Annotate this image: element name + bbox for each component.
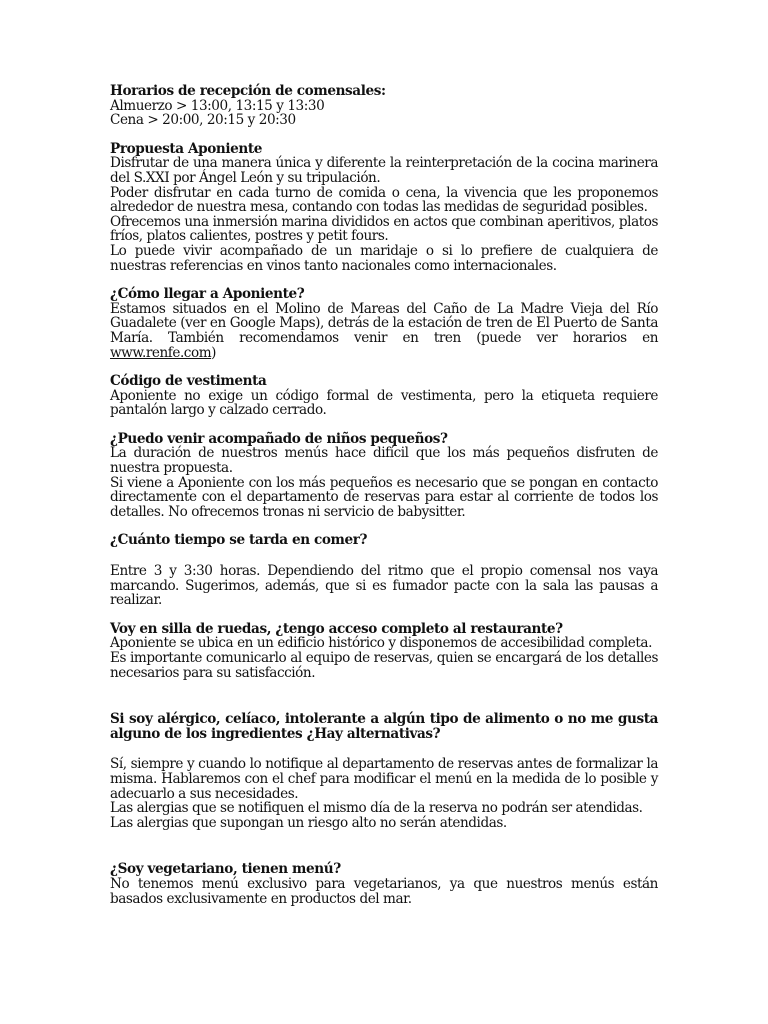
document-body	[110, 84, 658, 906]
proposal-paragraph-1: Disfrutar de una manera única y diferente la reinterpretación de la cocina marinera del S.XXI por Ángel León y su tripulación.	[110, 155, 658, 186]
children-paragraph-1: La duración de nuestros menús hace difícil que los más pequeños disfruten de nuestra propuesta.	[110, 445, 658, 477]
allergies-paragraph-2: Las alergias que se notifiquen el mismo día de la reserva no podrán ser atendidas.	[110, 800, 643, 817]
children-paragraph-2: Si viene a Aponiente con los más pequeños es necesario que se pongan en contacto directamente con el departamento de reservas para estar al corriente de todos los detalles. No ofrecemos tronas ni servicio de babysitter.	[110, 474, 658, 520]
children-section	[110, 432, 658, 520]
proposal-paragraph-4: Lo puede vivir acompañado de un maridaje o si lo prefiere de cualquiera de nuestras referencias en vinos tanto nacionales como internacionales.	[110, 242, 658, 274]
proposal-paragraph-3: Ofrecemos una inmersión marina divididos en actos que combinan aperitivos, platos fríos, platos calientes, postres y petit fours.	[110, 213, 658, 245]
reception-section	[110, 84, 658, 128]
duration-heading: ¿Cuánto tiempo se tarda en comer?	[110, 532, 368, 549]
allergies-paragraph-1: Sí, siempre y cuando lo notifique al departamento de reservas antes de formalizar la misma. Hablaremos con el chef para modificar el menú en la medida de lo posible y adecuarlo a sus necesidades.	[110, 756, 658, 802]
children-heading: ¿Puedo venir acompañado de niños pequeños?	[110, 430, 448, 447]
dress-section	[110, 374, 658, 418]
wheelchair-heading: Voy en silla de ruedas, ¿tengo acceso completo al restaurante?	[110, 620, 563, 637]
allergies-paragraph-3: Las alergias que supongan un riesgo alto no serán atendidas.	[110, 814, 507, 831]
arrival-text-end: )	[211, 344, 217, 361]
vegetarian-heading: ¿Soy vegetariano, tienen menú?	[110, 861, 341, 878]
dress-paragraph: Aponiente no exige un código formal de vestimenta, pero la etiqueta requiere pantalón largo y calzado cerrado.	[110, 387, 658, 419]
duration-section	[110, 533, 658, 607]
renfe-link[interactable]: www.renfe.com	[110, 344, 212, 361]
vegetarian-section	[110, 862, 658, 906]
wheelchair-section	[110, 622, 658, 680]
allergies-section	[110, 712, 658, 830]
reception-heading: Horarios de recepción de comensales:	[110, 83, 386, 99]
proposal-paragraph-2: Poder disfrutar en cada turno de comida o cena, la vivencia que les proponemos alrededor de nuestra mesa, contando con todas las medidas de seguridad posibles.	[110, 184, 658, 216]
dinner-times: Cena > 20:00, 20:15 y 20:30	[110, 112, 296, 129]
arrival-text: Estamos situados en el Molino de Mareas del Caño de La Madre Vieja del Río Guadalete (ver en Google Maps), detrás de la estación de tren de El Puerto de Santa María. También recomendamos venir en tren (puede ver horarios en	[110, 300, 658, 346]
arrival-heading: ¿Cómo llegar a Aponiente?	[110, 286, 305, 303]
duration-paragraph: Entre 3 y 3:30 horas. Dependiendo del ritmo que el propio comensal nos vaya marcando. Sugerimos, además, que si es fumador pacte con la sala las pausas a realizar.	[110, 563, 658, 609]
arrival-paragraph	[110, 302, 658, 360]
vegetarian-paragraph: No tenemos menú exclusivo para vegetarianos, ya que nuestros menús están basados exclusivamente en productos del mar.	[110, 875, 658, 907]
proposal-section	[110, 142, 658, 273]
arrival-section	[110, 287, 658, 360]
wheelchair-paragraph-1: Aponiente se ubica en un edificio histórico y disponemos de accesibilidad completa.	[110, 635, 652, 652]
lunch-times: Almuerzo > 13:00, 13:15 y 13:30	[110, 97, 325, 114]
proposal-heading: Propuesta Aponiente	[110, 140, 262, 157]
allergies-heading: Si soy alérgico, celíaco, intolerante a algún tipo de alimento o no me gusta alguno de los ingredientes ¿Hay alternativas?	[110, 711, 658, 742]
wheelchair-paragraph-2: Es importante comunicarlo al equipo de reservas, quien se encargará de los detalles necesarios para su satisfacción.	[110, 650, 658, 681]
dress-heading: Código de vestimenta	[110, 373, 267, 390]
